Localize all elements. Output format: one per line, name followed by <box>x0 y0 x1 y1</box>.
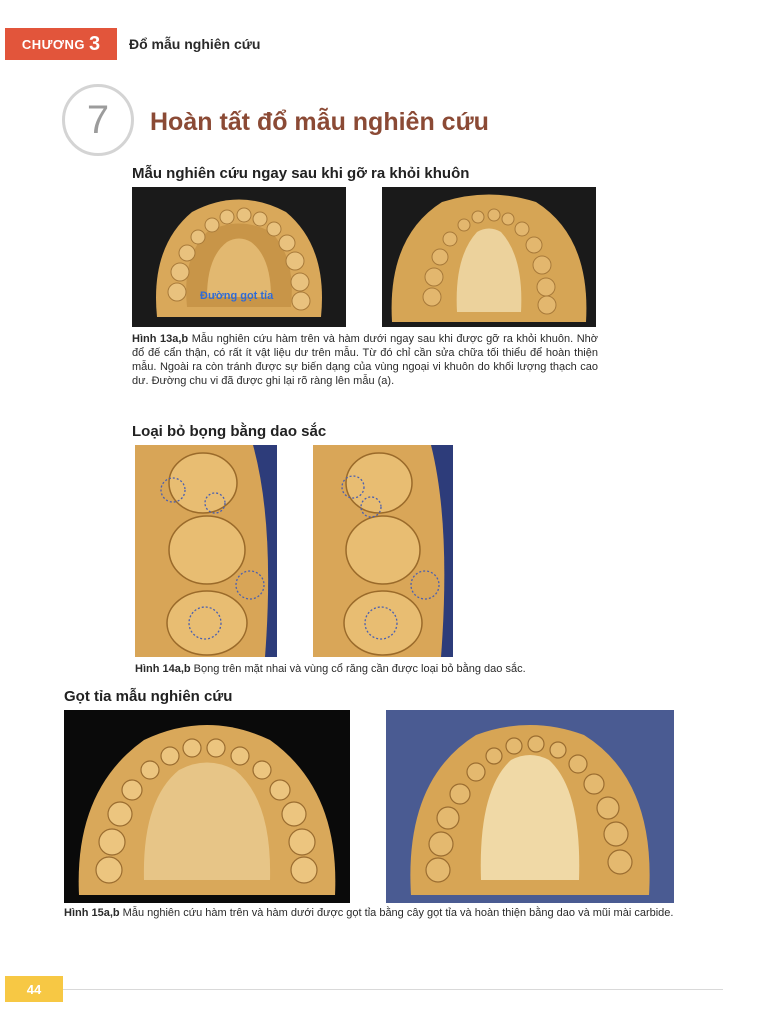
chapter-word: CHƯƠNG <box>21 36 86 52</box>
caption-14-label: Hình 14a,b <box>135 663 191 675</box>
photo-13a-upper-jaw <box>132 187 346 327</box>
photo-15a-upper-trimmed <box>64 710 350 903</box>
section-number: 7 <box>86 97 110 142</box>
footer-rule <box>63 989 723 990</box>
chapter-header <box>5 28 260 60</box>
caption-15 <box>64 906 674 920</box>
caption-15-text: Mẫu nghiên cứu hàm trên và hàm dưới được gọt tỉa bằng cây gọt tỉa và hoàn thiện bằng dao và mũi mài carbide. <box>119 907 674 919</box>
subheading-part1: Mẫu nghiên cứu ngay sau khi gỡ ra khỏi khuôn <box>132 165 470 182</box>
chapter-number: 3 <box>89 32 101 55</box>
section-title: Hoàn tất đổ mẫu nghiên cứu <box>150 108 489 136</box>
photo-14a-occlusal-before <box>135 445 277 657</box>
photo-14b-occlusal-after <box>313 445 453 657</box>
subheading-part2: Loại bỏ bọng bằng dao sắc <box>132 423 327 440</box>
caption-13-text: Mẫu nghiên cứu hàm trên và hàm dưới ngay sau khi được gỡ ra khỏi khuôn. Nhờ đổ đế cẩn thận, có rất ít vật liệu dư trên mẫu. Từ đó chỉ cần sửa chữa tối thiểu để hoàn thiện mẫu. Ngoài ra còn tránh được sự biến dạng của vùng ngoại vi khuôn do khối lượng thạch cao dư. Đường chu vi đã được ghi lại rõ ràng lên mẫu (a). <box>132 333 599 387</box>
caption-13-label: Hình 13a,b <box>132 333 189 345</box>
photo-13a-label: Đường gọt tỉa <box>200 290 274 302</box>
section-number-circle <box>62 84 134 156</box>
caption-14-text: Bọng trên mặt nhai và vùng cổ răng cần được loại bỏ bằng dao sắc. <box>190 663 526 675</box>
caption-13 <box>132 332 598 388</box>
chapter-badge <box>5 28 117 60</box>
page-number-box <box>5 976 63 1002</box>
photo-15b-lower-trimmed <box>386 710 674 903</box>
caption-15-label: Hình 15a,b <box>64 907 120 919</box>
photo-13b-lower-jaw <box>382 187 596 327</box>
page-number: 44 <box>26 981 42 997</box>
caption-14 <box>135 662 601 676</box>
chapter-title: Đổ mẫu nghiên cứu <box>129 36 261 52</box>
subheading-part3: Gọt tỉa mẫu nghiên cứu <box>64 688 233 705</box>
